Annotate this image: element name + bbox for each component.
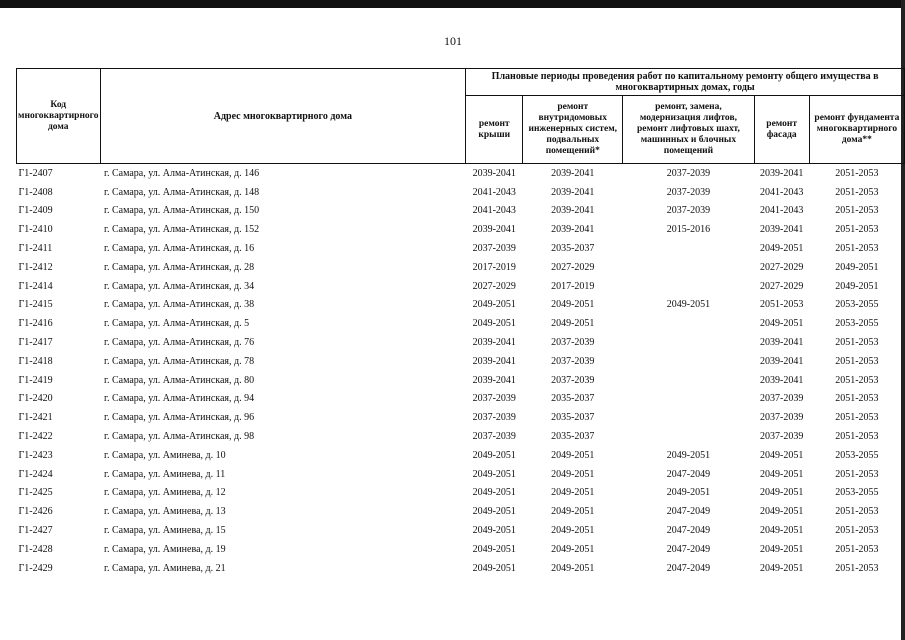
- cell-code: Г1-2421: [18, 412, 53, 424]
- cell-systems: 2049-2051: [551, 525, 595, 537]
- cell-systems: 2037-2039: [551, 337, 595, 349]
- table-row: [17, 446, 905, 465]
- cell-foundation: 2051-2053: [835, 412, 879, 424]
- cell-address: г. Самара, ул. Алма-Атинская, д. 76: [104, 337, 255, 349]
- cell-code: Г1-2425: [18, 487, 53, 499]
- cell-foundation: 2053-2055: [835, 487, 879, 499]
- cell-systems: 2049-2051: [551, 543, 595, 555]
- table-row: [17, 239, 905, 258]
- cell-address: г. Самара, ул. Алма-Атинская, д. 152: [104, 224, 260, 236]
- cell-facade: 2049-2051: [760, 543, 804, 555]
- cell-systems: 2049-2051: [551, 487, 595, 499]
- cell-address: г. Самара, ул. Алма-Атинская, д. 146: [100, 164, 466, 183]
- cell-systems: 2049-2051: [551, 562, 595, 574]
- cell-address: г. Самара, ул. Алма-Атинская, д. 150: [104, 205, 260, 217]
- table-row: [17, 202, 905, 221]
- table-body: [17, 164, 905, 578]
- cell-systems: 2035-2037: [551, 431, 595, 443]
- cell-foundation: 2051-2053: [835, 374, 879, 386]
- table-row: [17, 427, 905, 446]
- cell-elevators: 2037-2039: [666, 186, 711, 198]
- cell-foundation: 2051-2053: [835, 431, 879, 443]
- header-facade: ремонт фасада: [754, 96, 809, 164]
- cell-elevators: [623, 390, 754, 409]
- cell-code: Г1-2417: [18, 337, 53, 349]
- cell-systems: 2039-2041: [523, 164, 623, 183]
- header-systems: ремонт внутридомовых инженерных систем, подвальных помещений*: [523, 96, 623, 164]
- header-roof: ремонт крыши: [466, 96, 523, 164]
- cell-elevators: [623, 258, 754, 277]
- cell-address: г. Самара, ул. Аминева, д. 11: [104, 468, 226, 480]
- cell-foundation: 2049-2051: [835, 261, 879, 273]
- cell-systems: 2039-2041: [551, 224, 595, 236]
- cell-address: г. Самара, ул. Аминева, д. 13: [104, 506, 226, 518]
- cell-facade: 2049-2051: [760, 318, 804, 330]
- cell-facade: 2049-2051: [760, 449, 804, 461]
- cell-facade: 2039-2041: [760, 374, 804, 386]
- cell-elevators: 2015-2016: [666, 224, 711, 236]
- cell-systems: 2049-2051: [551, 506, 595, 518]
- cell-facade: 2027-2029: [760, 261, 804, 273]
- cell-address: г. Самара, ул. Алма-Атинская, д. 78: [104, 355, 255, 367]
- cell-elevators: [623, 239, 754, 258]
- cell-code: Г1-2415: [18, 299, 53, 311]
- cell-foundation: 2053-2055: [835, 299, 879, 311]
- cell-roof: 2037-2039: [472, 243, 516, 255]
- cell-address: г. Самара, ул. Аминева, д. 19: [104, 543, 226, 555]
- cell-systems: 2049-2051: [551, 318, 595, 330]
- cell-code: Г1-2416: [18, 318, 53, 330]
- cell-code: Г1-2429: [18, 562, 53, 574]
- cell-roof: 2041-2043: [472, 205, 516, 217]
- cell-facade: 2037-2039: [760, 431, 804, 443]
- cell-roof: 2049-2051: [472, 562, 516, 574]
- cell-roof: 2049-2051: [472, 318, 516, 330]
- cell-address: г. Самара, ул. Алма-Атинская, д. 38: [104, 299, 255, 311]
- table-row: [17, 277, 905, 296]
- cell-facade: 2039-2041: [760, 224, 804, 236]
- cell-systems: 2039-2041: [551, 186, 595, 198]
- cell-facade: 2049-2051: [760, 487, 804, 499]
- cell-address: г. Самара, ул. Алма-Атинская, д. 28: [104, 261, 255, 273]
- cell-code: Г1-2424: [18, 468, 53, 480]
- cell-elevators: 2049-2051: [666, 299, 711, 311]
- table-row: [17, 465, 905, 484]
- scan-top-border: [0, 0, 905, 8]
- cell-elevators: 2047-2049: [666, 525, 711, 537]
- cell-address: г. Самара, ул. Алма-Атинская, д. 148: [104, 186, 260, 198]
- cell-systems: 2049-2051: [551, 299, 595, 311]
- cell-address: г. Самара, ул. Алма-Атинская, д. 98: [104, 431, 255, 443]
- cell-foundation: 2051-2053: [809, 164, 904, 183]
- capital-repair-table: [16, 68, 905, 578]
- cell-code: Г1-2422: [18, 431, 53, 443]
- cell-code: Г1-2407: [17, 164, 101, 183]
- cell-roof: 2049-2051: [472, 487, 516, 499]
- cell-systems: 2037-2039: [551, 374, 595, 386]
- cell-code: Г1-2419: [18, 374, 53, 386]
- cell-code: Г1-2426: [18, 506, 53, 518]
- table-row: [17, 502, 905, 521]
- cell-foundation: 2051-2053: [835, 337, 879, 349]
- table-row: [17, 333, 905, 352]
- cell-systems: 2049-2051: [551, 468, 595, 480]
- cell-facade: 2039-2041: [760, 337, 804, 349]
- cell-foundation: 2053-2055: [835, 449, 879, 461]
- cell-elevators: 2049-2051: [666, 487, 711, 499]
- cell-foundation: 2051-2053: [835, 562, 879, 574]
- cell-elevators: 2049-2051: [666, 449, 711, 461]
- cell-elevators: [623, 333, 754, 352]
- cell-elevators: 2037-2039: [666, 205, 711, 217]
- cell-code: Г1-2410: [18, 224, 53, 236]
- cell-systems: 2039-2041: [551, 205, 595, 217]
- cell-facade: 2051-2053: [760, 299, 804, 311]
- table-row: [17, 183, 905, 202]
- table-row: [17, 164, 905, 183]
- cell-roof: 2039-2041: [472, 355, 516, 367]
- header-foundation: ремонт фундамента многоквартирного дома**: [809, 96, 904, 164]
- cell-systems: 2035-2037: [551, 243, 595, 255]
- cell-foundation: 2051-2053: [835, 506, 879, 518]
- cell-roof: 2037-2039: [472, 431, 516, 443]
- cell-roof: 2049-2051: [472, 468, 516, 480]
- cell-address: г. Самара, ул. Алма-Атинская, д. 96: [104, 412, 255, 424]
- cell-foundation: 2051-2053: [835, 186, 879, 198]
- header-code: Код многоквартирного дома: [17, 69, 101, 164]
- cell-roof: 2037-2039: [472, 393, 516, 405]
- cell-code: Г1-2408: [18, 186, 53, 198]
- cell-roof: 2039-2041: [472, 337, 516, 349]
- cell-facade: 2039-2041: [760, 355, 804, 367]
- cell-code: Г1-2414: [18, 280, 53, 292]
- cell-systems: 2049-2051: [551, 449, 595, 461]
- cell-address: г. Самара, ул. Алма-Атинская, д. 5: [104, 318, 250, 330]
- cell-facade: 2037-2039: [760, 412, 804, 424]
- cell-roof: 2039-2041: [472, 374, 516, 386]
- cell-roof: 2041-2043: [472, 186, 516, 198]
- cell-foundation: 2051-2053: [835, 525, 879, 537]
- cell-roof: 2017-2019: [472, 261, 516, 273]
- table-row: [17, 220, 905, 239]
- cell-elevators: [623, 314, 754, 333]
- table-row: [17, 296, 905, 315]
- cell-code: Г1-2420: [18, 393, 53, 405]
- cell-foundation: 2051-2053: [835, 224, 879, 236]
- cell-roof: 2027-2029: [472, 280, 516, 292]
- cell-elevators: 2037-2039: [623, 164, 754, 183]
- cell-facade: 2049-2051: [760, 243, 804, 255]
- cell-address: г. Самара, ул. Аминева, д. 15: [104, 525, 226, 537]
- cell-facade: 2027-2029: [760, 280, 804, 292]
- cell-code: Г1-2418: [18, 355, 53, 367]
- cell-elevators: [623, 352, 754, 371]
- cell-foundation: 2053-2055: [835, 318, 879, 330]
- cell-systems: 2035-2037: [551, 393, 595, 405]
- cell-elevators: [623, 371, 754, 390]
- cell-systems: 2035-2037: [551, 412, 595, 424]
- table-row: [17, 314, 905, 333]
- cell-roof: 2049-2051: [472, 543, 516, 555]
- cell-elevators: 2047-2049: [666, 543, 711, 555]
- table-row: [17, 484, 905, 503]
- table-row: [17, 540, 905, 559]
- cell-foundation: 2051-2053: [835, 543, 879, 555]
- cell-roof: 2049-2051: [472, 506, 516, 518]
- table-row: [17, 352, 905, 371]
- cell-foundation: 2051-2053: [835, 243, 879, 255]
- header-address: Адрес многоквартирного дома: [100, 69, 466, 164]
- cell-systems: 2037-2039: [551, 355, 595, 367]
- cell-elevators: [623, 277, 754, 296]
- table-row: [17, 371, 905, 390]
- cell-facade: 2049-2051: [760, 562, 804, 574]
- cell-systems: 2027-2029: [551, 261, 595, 273]
- header-periods-group: Плановые периоды проведения работ по капитальному ремонту общего имущества в многоквартирных домах, годы: [466, 69, 905, 96]
- table-row: [17, 521, 905, 540]
- table-row: [17, 408, 905, 427]
- cell-facade: 2039-2041: [754, 164, 809, 183]
- table-row: [17, 258, 905, 277]
- cell-roof: 2049-2051: [472, 525, 516, 537]
- cell-address: г. Самара, ул. Алма-Атинская, д. 16: [104, 243, 255, 255]
- cell-foundation: 2051-2053: [835, 468, 879, 480]
- cell-code: Г1-2411: [18, 243, 53, 255]
- cell-systems: 2017-2019: [551, 280, 595, 292]
- cell-facade: 2041-2043: [760, 186, 804, 198]
- cell-roof: 2039-2041: [466, 164, 523, 183]
- table-row: [17, 390, 905, 409]
- cell-code: Г1-2423: [18, 449, 53, 461]
- cell-roof: 2049-2051: [472, 449, 516, 461]
- cell-roof: 2037-2039: [472, 412, 516, 424]
- cell-facade: 2049-2051: [760, 525, 804, 537]
- cell-roof: 2049-2051: [472, 299, 516, 311]
- cell-address: г. Самара, ул. Аминева, д. 12: [104, 487, 226, 499]
- cell-address: г. Самара, ул. Аминева, д. 10: [104, 449, 226, 461]
- page-number: 101: [444, 34, 462, 48]
- cell-elevators: [623, 427, 754, 446]
- cell-elevators: 2047-2049: [666, 562, 711, 574]
- cell-foundation: 2051-2053: [835, 393, 879, 405]
- cell-elevators: 2047-2049: [666, 468, 711, 480]
- cell-facade: 2049-2051: [760, 506, 804, 518]
- cell-code: Г1-2428: [18, 543, 53, 555]
- cell-address: г. Самара, ул. Алма-Атинская, д. 80: [104, 374, 255, 386]
- cell-foundation: 2049-2051: [835, 280, 879, 292]
- cell-address: г. Самара, ул. Алма-Атинская, д. 94: [104, 393, 255, 405]
- cell-foundation: 2051-2053: [835, 355, 879, 367]
- cell-address: г. Самара, ул. Алма-Атинская, д. 34: [104, 280, 255, 292]
- cell-code: Г1-2427: [18, 525, 53, 537]
- cell-facade: 2041-2043: [760, 205, 804, 217]
- cell-elevators: [623, 408, 754, 427]
- table-row: [17, 559, 905, 578]
- header-elevators: ремонт, замена, модернизация лифтов, ремонт лифтовых шахт, машинных и блочных помещений: [623, 96, 754, 164]
- cell-address: г. Самара, ул. Аминева, д. 21: [104, 562, 226, 574]
- cell-roof: 2039-2041: [472, 224, 516, 236]
- cell-code: Г1-2412: [18, 261, 53, 273]
- cell-code: Г1-2409: [18, 205, 53, 217]
- cell-facade: 2037-2039: [760, 393, 804, 405]
- cell-foundation: 2051-2053: [835, 205, 879, 217]
- cell-elevators: 2047-2049: [666, 506, 711, 518]
- cell-facade: 2049-2051: [760, 468, 804, 480]
